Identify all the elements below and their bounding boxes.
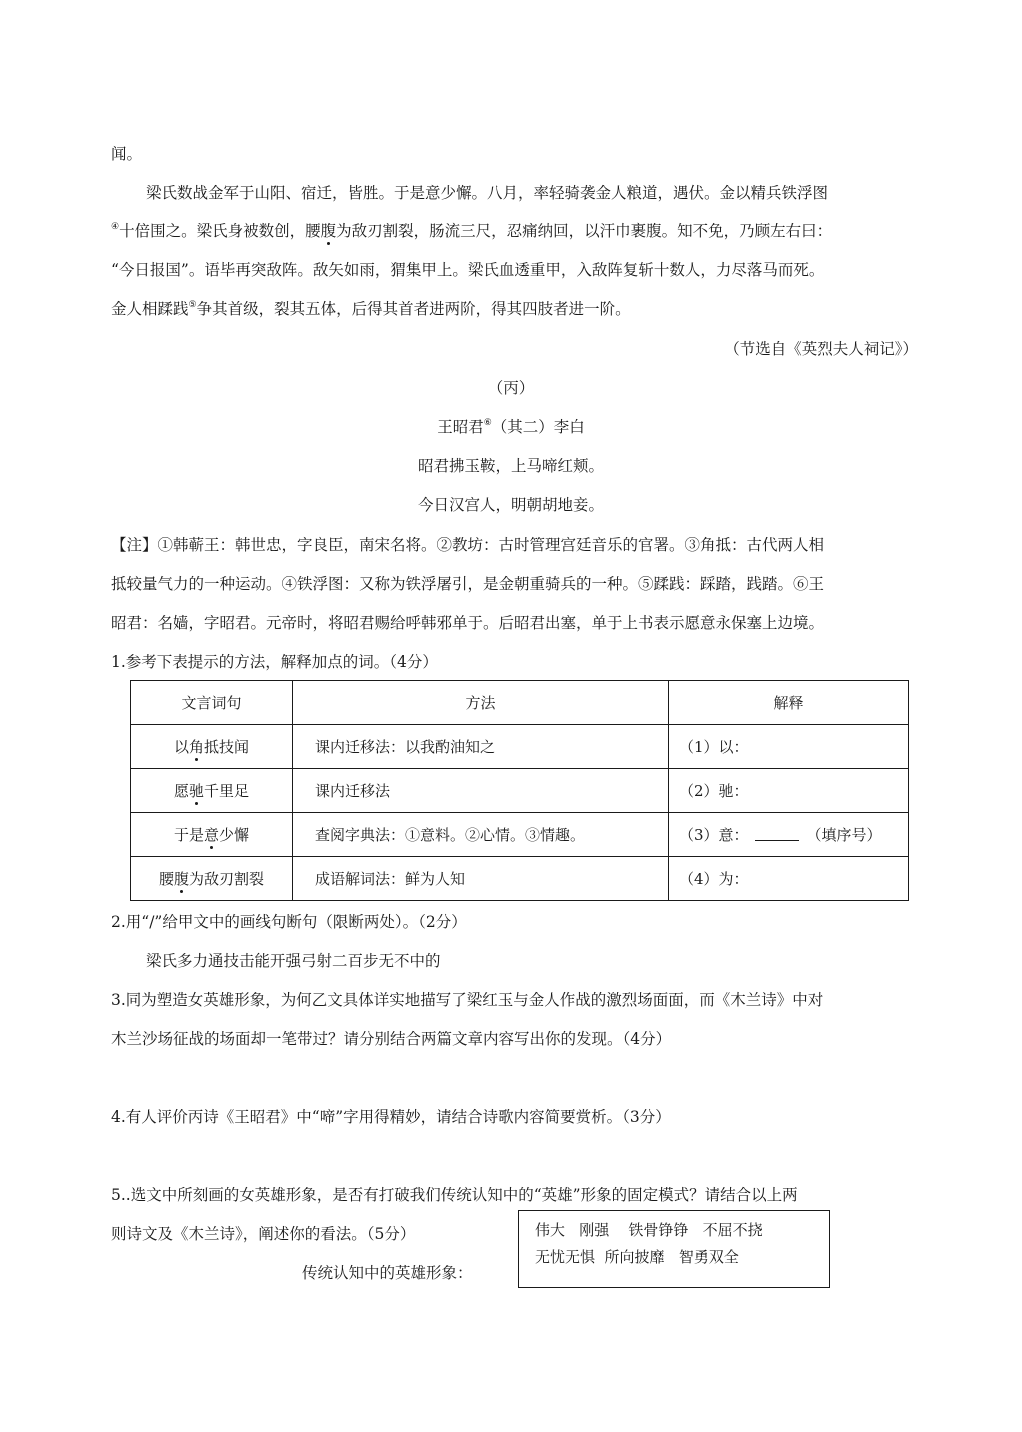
poem-line: 昭君拂玉鞍，上马啼红颊。 [417,457,604,475]
text-line: 闻。 [111,145,143,163]
text-line: “今日报国”。语毕再突敌阵。敌矢如雨，猬集甲上。梁氏血透重甲，入敌阵复斩十数人，力尽落马而死。 [111,261,825,279]
text-span: 以 [173,738,189,756]
table-cell-answer: （4）为： [669,857,909,901]
text-span: 十倍围之。梁氏身被数创，腰 [119,222,321,240]
table-cell-phrase [131,725,293,769]
dotted-char: 腹 [320,222,337,240]
question-3-line: 木兰沙场征战的场面却一笔带过？请分别结合两篇文章内容写出你的发现。（4分） [111,1030,672,1048]
traits-line: 无忧无惧 所向披靡 智勇双全 [535,1248,739,1266]
dotted-char: 角 [188,738,204,756]
dotted-char: 驰 [188,782,204,800]
text-span: 争其首级，裂其五体，后得其首者进两阶，得其四肢者进一阶。 [196,300,631,318]
answer-blank[interactable] [755,828,799,841]
notes-line: 【注】①韩蕲王：韩世忠，字良臣，南宋名将。②教坊：古时管理宫廷音乐的官署。③角抵：古代两人相 [111,536,825,554]
hero-traits-box [518,1210,830,1288]
source-citation: （节选自《英烈夫人祠记》） [724,340,918,358]
text-span: 千里足 [204,782,250,800]
table-header-cell: 文言词句 [131,681,293,725]
method-table [130,680,909,901]
text-span: （3）意： [679,826,749,844]
hero-image-label: 传统认知中的英雄形象： [302,1264,473,1282]
question-5-line: 则诗文及《木兰诗》，阐述你的看法。（5分） [111,1225,416,1243]
notes-line: 昭君：名嫱，字昭君。元帝时，将昭君赐给呼韩邪单于。后昭君出塞，单于上书表示愿意永保塞上边境。 [111,614,825,632]
table-cell-method: 课内迁移法：以我酌油知之 [293,725,669,769]
text-span: 愿 [173,782,189,800]
question-1-prompt: 1.参考下表提示的方法，解释加点的词。（4分） [111,653,438,671]
text-line [111,220,832,242]
text-span: 于是 [173,826,204,844]
footnote-marker: ④ [111,222,120,232]
poem-title [0,416,1022,438]
table-cell-phrase [131,769,293,813]
table-row [131,813,909,857]
table-cell-phrase [131,857,293,901]
text-span: 腰 [158,870,174,888]
question-3-line: 3.同为塑造女英雄形象，为何乙文具体详实地描写了梁红玉与金人作战的激烈场面面，而《木兰诗》中对 [111,991,824,1009]
table-cell-answer [669,813,909,857]
text-span: 王昭君 [437,418,484,436]
table-row [131,857,909,901]
table-header-cell: 解释 [669,681,909,725]
table-cell-method: 查阅字典法：①意料。②心情。③情趣。 [293,813,669,857]
question-4-line: 4.有人评价丙诗《王昭君》中“啼”字用得精妙，请结合诗歌内容简要赏析。（3分） [111,1108,671,1126]
table-cell-answer: （1）以： [669,725,909,769]
section-heading: （丙） [487,379,535,397]
text-span: （其二）李白 [491,418,585,436]
table-header-cell: 方法 [293,681,669,725]
table-row [131,769,909,813]
text-span: 少懈 [219,826,250,844]
poem-line: 今日汉宫人，明朝胡地妾。 [417,496,604,514]
table-cell-phrase [131,813,293,857]
table-cell-answer: （2）驰： [669,769,909,813]
table-cell-method: 成语解词法：鲜为人知 [293,857,669,901]
question-2-sentence: 梁氏多力通技击能开强弓射二百步无不中的 [146,952,441,970]
text-span: 为敌刃割裂，肠流三尺，忍痛纳回，以汗巾裹腹。知不免，乃顾左右曰： [336,222,833,240]
traits-line: 伟大 刚强 铁骨铮铮 不屈不挠 [535,1221,763,1239]
table-header-row [131,681,909,725]
text-span: 为敌刃割裂 [189,870,265,888]
text-span: 抵技闻 [204,738,250,756]
table-cell-method: 课内迁移法 [293,769,669,813]
text-span: （填序号） [806,826,882,844]
footnote-marker: ⑤ [188,300,197,310]
text-span: 金人相蹂践 [111,300,189,318]
text-line [111,298,631,320]
question-2-prompt: 2.用“/”给甲文中的画线句断句（限断两处）。（2分） [111,913,467,931]
table-row [131,725,909,769]
notes-line: 抵较量气力的一种运动。④铁浮图：又称为铁浮屠引，是金朝重骑兵的一种。⑤蹂践：踩踏，践踏。⑥王 [111,575,825,593]
footnote-marker: ⑥ [483,418,492,428]
text-line: 梁氏数战金军于山阳、宿迁，皆胜。于是意少懈。八月，率轻骑袭金人粮道，遇伏。金以精兵铁浮图 [146,184,829,202]
dotted-char: 意 [203,826,219,844]
question-5-line: 5..选文中所刻画的女英雄形象，是否有打破我们传统认知中的“英雄”形象的固定模式？请结合以上两 [111,1186,798,1204]
dotted-char: 腹 [173,870,189,888]
